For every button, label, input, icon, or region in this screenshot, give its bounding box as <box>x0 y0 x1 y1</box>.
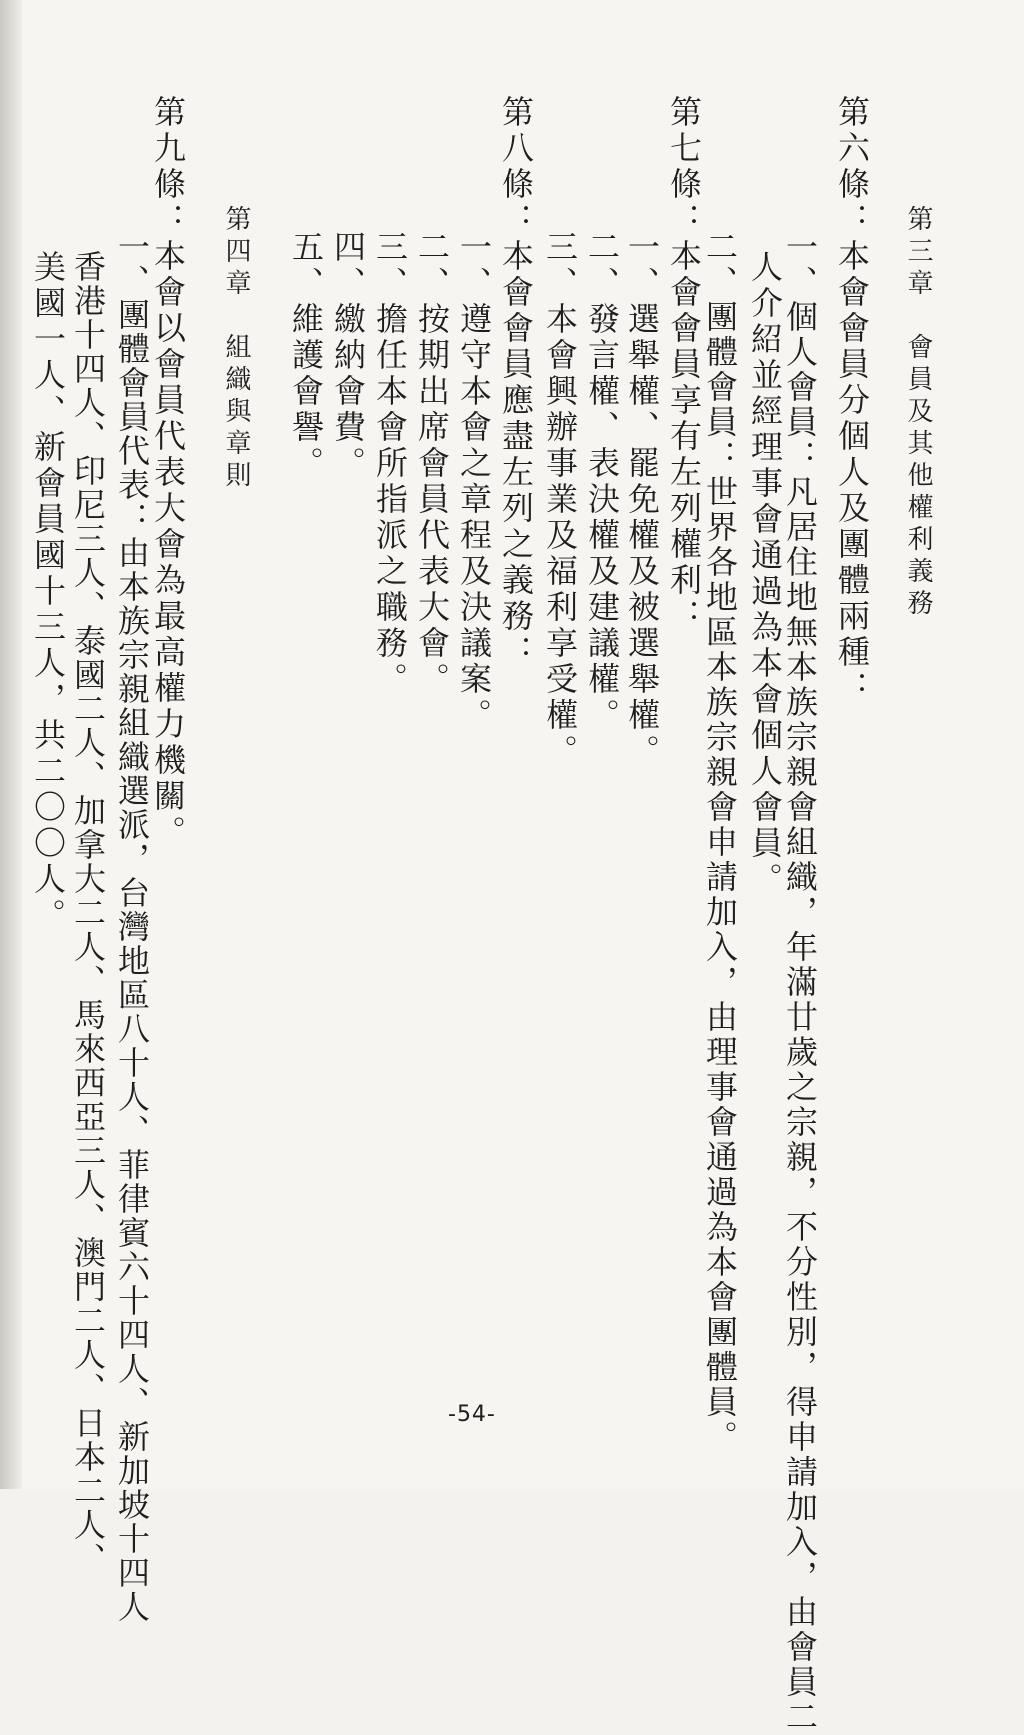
article-7-heading: 第七條：本會會員享有左列權利： <box>665 95 703 635</box>
article-9-item-1-line-2: 香港十四人、印尼三人、泰國二人、加拿大二人、馬來西亞三人、澳門二人、日本二人、 <box>69 250 107 1576</box>
article-6-heading: 第六條：本會會員分個人及團體兩種： <box>833 95 871 707</box>
chapter-4-title: 第四章 組織與章則 <box>221 205 251 493</box>
article-7-item-1: 一、選舉權、罷免權及被選舉權。 <box>623 230 661 770</box>
page-edge-shadow <box>0 0 22 1489</box>
article-8-item-5: 五、維護會譽。 <box>287 230 325 482</box>
article-7-item-2: 二、發言權、表決權及建議權。 <box>583 230 621 734</box>
article-8-heading: 第八條：本會會員應盡左列之義務： <box>497 95 535 671</box>
article-9-heading: 第九條：本會以會員代表大會為最高權力機關。 <box>149 95 187 851</box>
article-8-item-3: 三、擔任本會所指派之職務。 <box>371 230 409 698</box>
article-6-item-1-line-2: 人介紹並經理事會通過為本會個人會員。 <box>746 250 784 898</box>
page-number: -54- <box>448 1402 496 1427</box>
article-8-item-4: 四、繳納會費。 <box>329 230 367 482</box>
article-6-item-2: 二、團體會員：世界各地區本族宗親會申請加入，由理事會通過為本會團體員。 <box>701 230 739 1455</box>
article-7-item-3: 三、本會興辦事業及福利享受權。 <box>541 230 579 770</box>
article-8-item-2: 二、按期出席會員代表大會。 <box>413 230 451 698</box>
article-6-item-1-line-1: 一、個人會員：凡居住地無本族宗親會組織，年滿廿歲之宗親，不分性別，得申請加入，由會員二 <box>781 230 819 1735</box>
article-8-item-1: 一、遵守本會之章程及決議案。 <box>455 230 493 734</box>
article-9-item-1-line-3: 美國一人、新會員國十三人，共二〇〇人。 <box>29 250 67 934</box>
chapter-3-title: 第三章 會員及其他權利義務 <box>903 205 933 621</box>
article-9-item-1-line-1: 一、團體會員代表：由本族宗親組織選派，台灣地區八十人、菲律賓六十四人、新加坡十四人 <box>113 230 151 1624</box>
